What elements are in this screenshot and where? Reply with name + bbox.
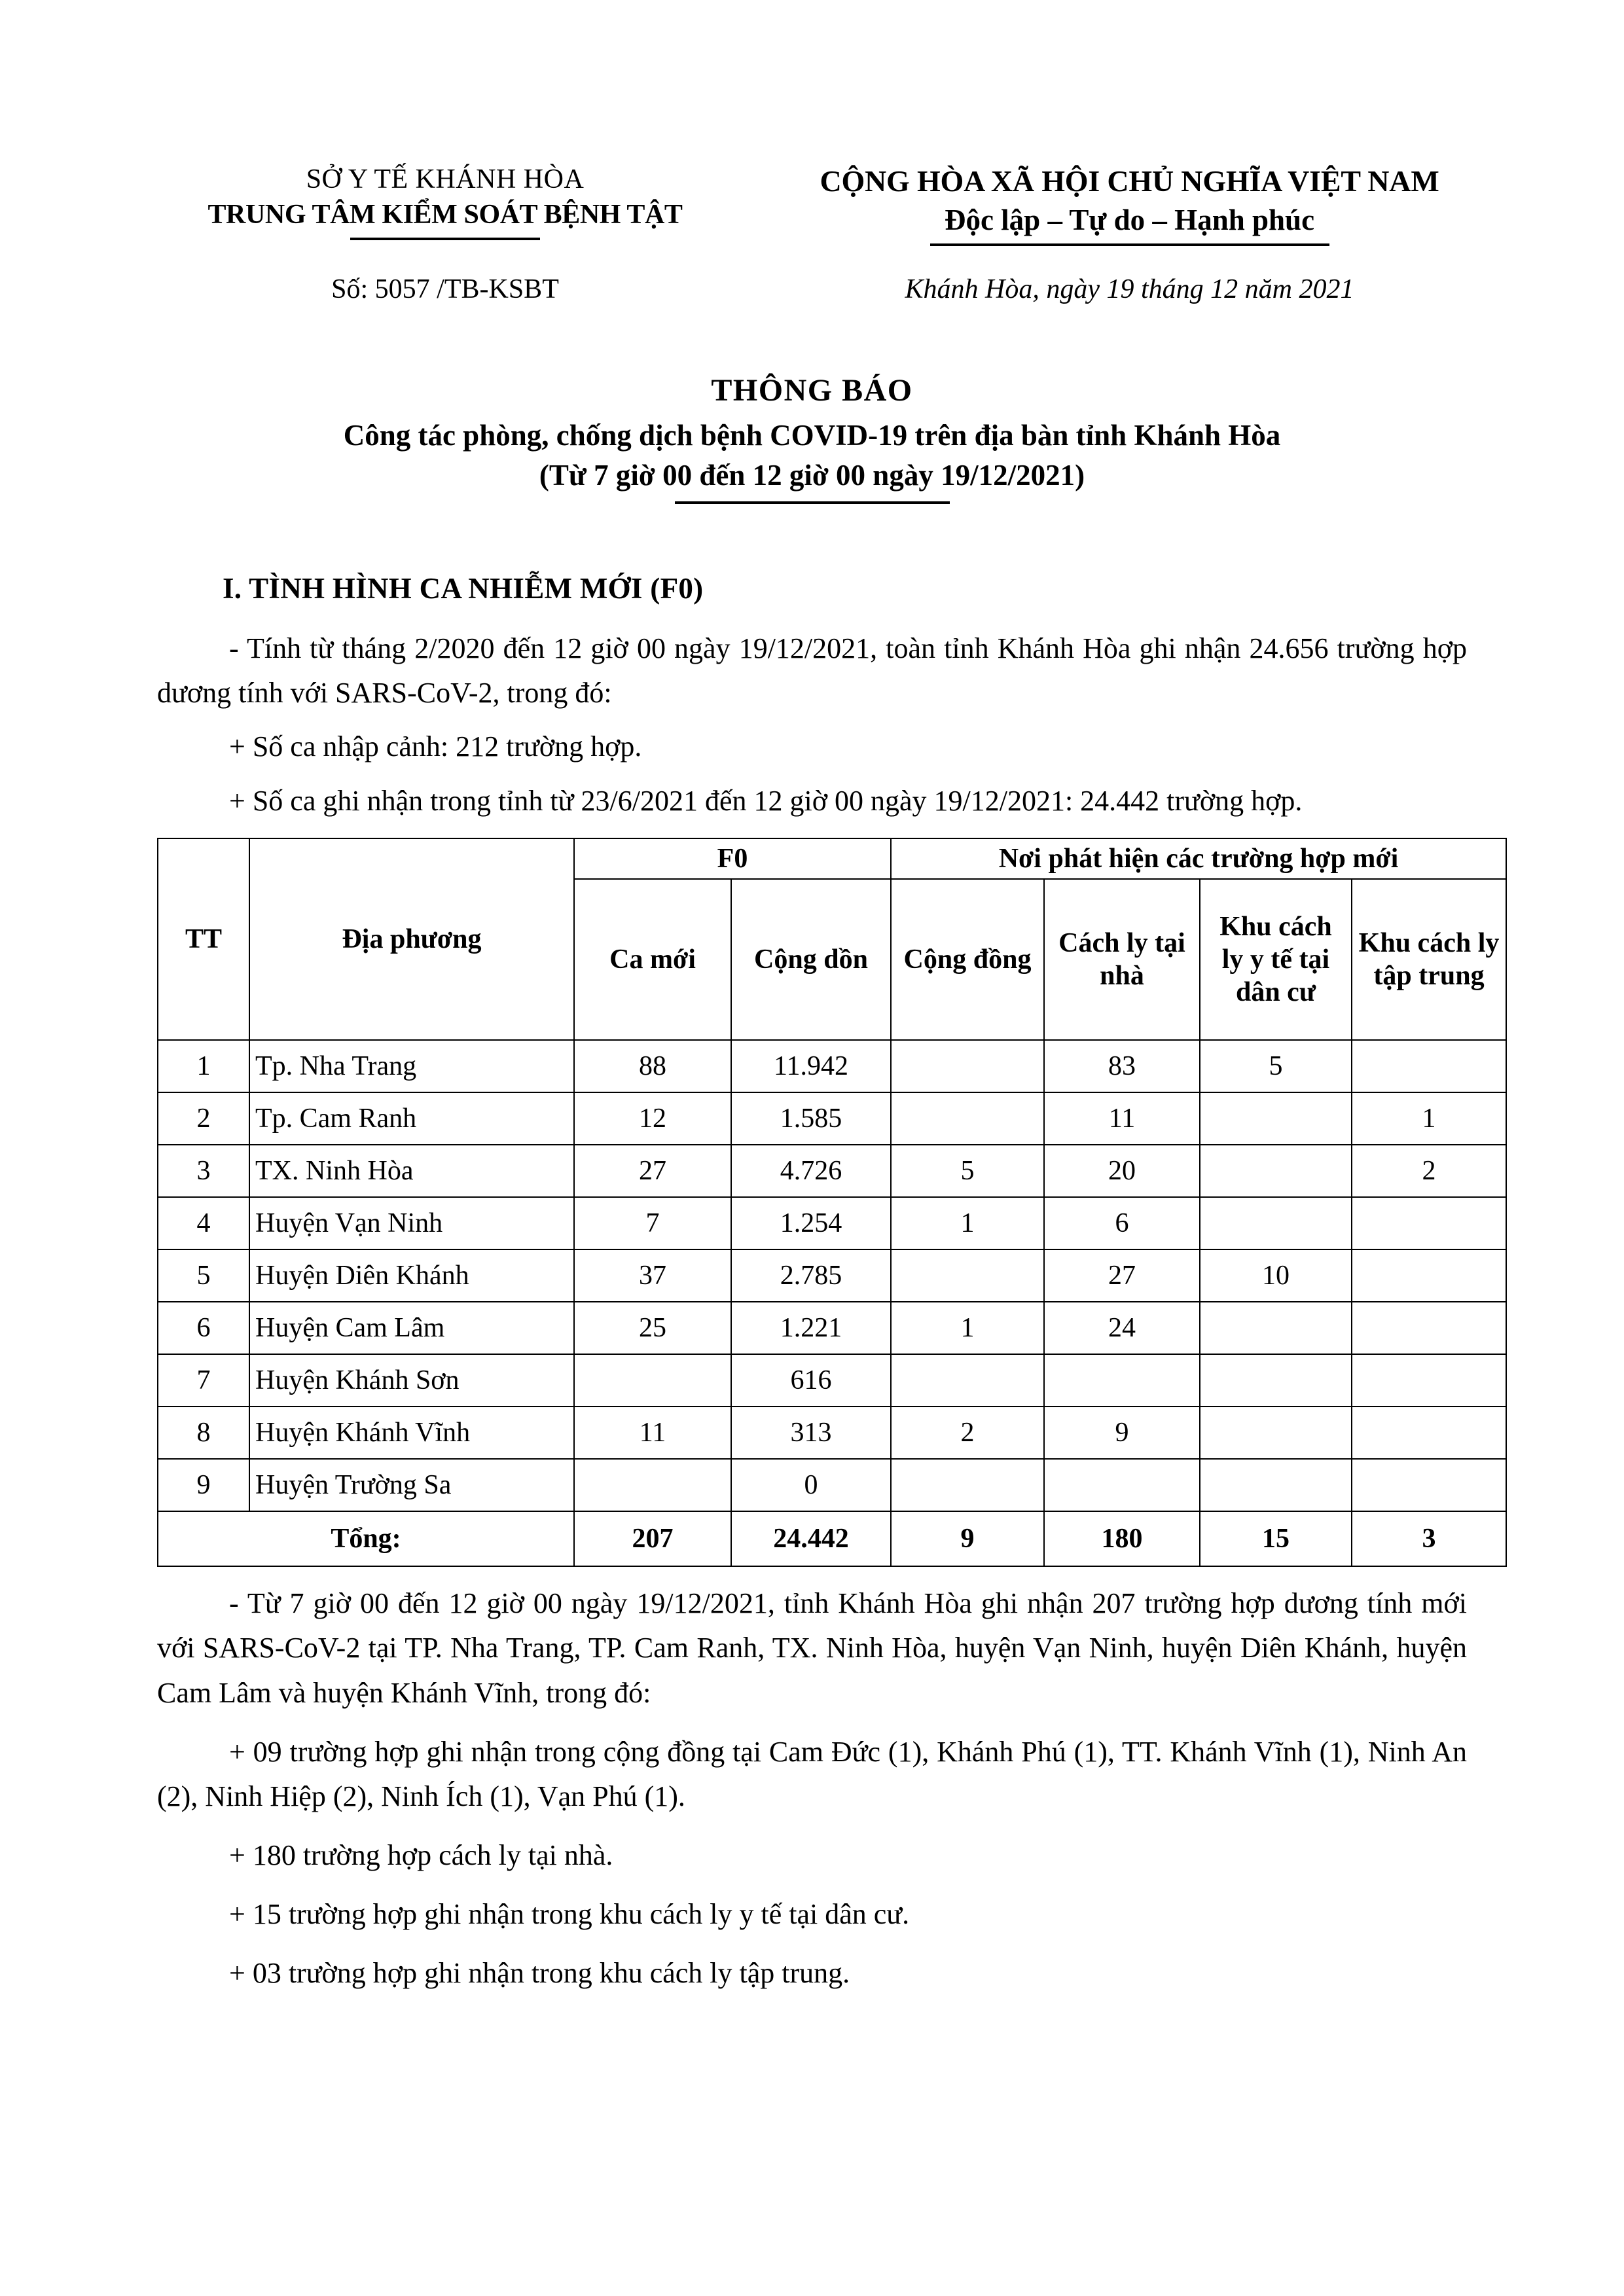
table-total-row [158,1511,1506,1566]
row-cumulative: 2.785 [731,1249,891,1302]
section1-after-bullet-home: + 180 trường hợp cách ly tại nhà. [229,1839,613,1872]
table-row [158,1197,1506,1249]
section1-paragraph-1: - Tính từ tháng 2/2020 đến 12 giờ 00 ngày 19/12/2021, toàn tỉnh Khánh Hòa ghi nhận 24.656 trường hợp dương tính với SARS-CoV-2, trong đó: [157,632,1467,709]
table-footer [158,1511,1506,1566]
row-residential-quarantine [1200,1092,1352,1145]
row-new-cases [574,1354,731,1407]
total-residential-quarantine: 15 [1200,1511,1352,1566]
row-home-quarantine: 6 [1044,1197,1200,1249]
table-header-community: Cộng đồng [891,879,1044,1040]
row-residential-quarantine [1200,1302,1352,1354]
row-residential-quarantine [1200,1407,1352,1459]
document-body [157,566,1500,1996]
row-new-cases: 25 [574,1302,731,1354]
row-index: 9 [158,1459,249,1511]
table-row [158,1092,1506,1145]
row-community [891,1092,1044,1145]
section1-after-bullet-community: + 09 trường hợp ghi nhận trong cộng đồng tại Cam Đức (1), Khánh Phú (1), TT. Khánh Vĩnh (1), Ninh An (2), Ninh Hiệp (2), Ninh Ích (1), Vạn Phú (1). [157,1735,1467,1812]
row-concentrated-quarantine [1352,1354,1506,1407]
total-new-cases: 207 [574,1511,731,1566]
row-home-quarantine: 11 [1044,1092,1200,1145]
table-row [158,1459,1506,1511]
row-concentrated-quarantine [1352,1407,1506,1459]
row-concentrated-quarantine [1352,1197,1506,1249]
total-home-quarantine: 180 [1044,1511,1200,1566]
row-community: 1 [891,1302,1044,1354]
total-concentrated-quarantine: 3 [1352,1511,1506,1566]
row-home-quarantine: 83 [1044,1040,1200,1092]
table-row [158,1249,1506,1302]
total-community: 9 [891,1511,1044,1566]
row-community: 2 [891,1407,1044,1459]
row-new-cases: 7 [574,1197,731,1249]
row-home-quarantine: 27 [1044,1249,1200,1302]
row-concentrated-quarantine [1352,1249,1506,1302]
row-cumulative: 313 [731,1407,891,1459]
table-header-tt: TT [158,838,249,1040]
table-header-group-f0: F0 [574,838,891,879]
row-cumulative: 11.942 [731,1040,891,1092]
country-name: CỘNG HÒA XÃ HỘI CHỦ NGHĨA VIỆT NAM [820,164,1439,198]
national-heading [733,162,1624,246]
document-meta-row [0,274,1624,305]
national-motto: Độc lập – Tự do – Hạnh phúc [944,203,1315,236]
row-new-cases: 88 [574,1040,731,1092]
document-time-range: (Từ 7 giờ 00 đến 12 giờ 00 ngày 19/12/2021) [539,458,1085,492]
row-index: 5 [158,1249,249,1302]
table-header-cumulative: Cộng dồn [731,879,891,1040]
table-header-new-cases: Ca mới [574,879,731,1040]
row-community [891,1459,1044,1511]
section1-after-bullet-concentrated: + 03 trường hợp ghi nhận trong khu cách ly tập trung. [229,1957,850,1990]
row-place: Huyện Vạn Ninh [249,1197,574,1249]
section1-bullet-local-cases: + Số ca ghi nhận trong tỉnh từ 23/6/2021 đến 12 giờ 00 ngày 19/12/2021: 24.442 trường hợp. [229,784,1303,817]
table-header-place: Địa phương [249,838,574,1040]
row-new-cases: 27 [574,1145,731,1197]
table-row [158,1040,1506,1092]
place-and-date: Khánh Hòa, ngày 19 tháng 12 năm 2021 [905,274,1354,305]
row-place: Huyện Khánh Vĩnh [249,1407,574,1459]
title-divider [675,501,950,504]
letterhead-right-divider [930,243,1329,246]
provincial-health-department-name: SỞ Y TẾ KHÁNH HÒA [306,164,585,194]
covid-statistics-table [157,838,1507,1567]
row-concentrated-quarantine: 1 [1352,1092,1506,1145]
row-index: 3 [158,1145,249,1197]
row-concentrated-quarantine [1352,1302,1506,1354]
document-number: Số: 5057 /TB-KSBT [331,274,559,305]
table-header-home-quarantine: Cách ly tại nhà [1044,879,1200,1040]
section-heading-new-cases: I. TÌNH HÌNH CA NHIỄM MỚI (F0) [223,572,704,605]
section1-paragraph-2: - Từ 7 giờ 00 đến 12 giờ 00 ngày 19/12/2021, tỉnh Khánh Hòa ghi nhận 207 trường hợp dương tính mới với SARS-CoV-2 tại TP. Nha Trang, TP. Cam Ranh, TX. Ninh Hòa, huyện Vạn Ninh, huyện Diên Khánh, huyện Cam Lâm và huyện Khánh Vĩnh, trong đó: [157,1587,1467,1709]
letterhead [0,0,1624,246]
row-index: 6 [158,1302,249,1354]
row-index: 2 [158,1092,249,1145]
row-home-quarantine [1044,1459,1200,1511]
section1-bullet-imported-cases: + Số ca nhập cảnh: 212 trường hợp. [229,730,642,763]
row-new-cases: 37 [574,1249,731,1302]
row-cumulative: 4.726 [731,1145,891,1197]
row-community [891,1249,1044,1302]
table-header-residential-medical-quarantine: Khu cách ly y tế tại dân cư [1200,879,1352,1040]
row-place: Huyện Khánh Sơn [249,1354,574,1407]
row-community [891,1354,1044,1407]
table-row [158,1145,1506,1197]
row-residential-quarantine [1200,1197,1352,1249]
table-row [158,1407,1506,1459]
row-concentrated-quarantine [1352,1040,1506,1092]
row-index: 8 [158,1407,249,1459]
row-residential-quarantine [1200,1354,1352,1407]
row-concentrated-quarantine: 2 [1352,1145,1506,1197]
document-subtitle: Công tác phòng, chống dịch bệnh COVID-19 trên địa bàn tỉnh Khánh Hòa [343,418,1281,452]
row-index: 1 [158,1040,249,1092]
row-community: 1 [891,1197,1044,1249]
row-community: 5 [891,1145,1044,1197]
row-residential-quarantine [1200,1145,1352,1197]
row-new-cases [574,1459,731,1511]
title-block [0,370,1624,504]
row-home-quarantine: 9 [1044,1407,1200,1459]
row-cumulative: 1.254 [731,1197,891,1249]
section1-after-bullet-residential: + 15 trường hợp ghi nhận trong khu cách ly y tế tại dân cư. [229,1898,910,1931]
row-place: Huyện Diên Khánh [249,1249,574,1302]
table-body [158,1040,1506,1511]
row-index: 7 [158,1354,249,1407]
row-concentrated-quarantine [1352,1459,1506,1511]
row-residential-quarantine [1200,1459,1352,1511]
table-row [158,1302,1506,1354]
row-community [891,1040,1044,1092]
table-header-group-row [158,838,1506,879]
row-place: Huyện Cam Lâm [249,1302,574,1354]
table-row [158,1354,1506,1407]
row-residential-quarantine: 10 [1200,1249,1352,1302]
total-label: Tổng: [158,1511,574,1566]
table-header [158,838,1506,1040]
row-new-cases: 11 [574,1407,731,1459]
row-place: Tp. Cam Ranh [249,1092,574,1145]
row-place: TX. Ninh Hòa [249,1145,574,1197]
row-cumulative: 1.221 [731,1302,891,1354]
row-cumulative: 1.585 [731,1092,891,1145]
row-cumulative: 616 [731,1354,891,1407]
row-place: Tp. Nha Trang [249,1040,574,1092]
row-home-quarantine: 20 [1044,1145,1200,1197]
row-new-cases: 12 [574,1092,731,1145]
cdc-center-name: TRUNG TÂM KIỂM SOÁT BỆNH TẬT [208,199,683,230]
row-place: Huyện Trường Sa [249,1459,574,1511]
table-header-concentrated-quarantine: Khu cách ly tập trung [1352,879,1506,1040]
row-residential-quarantine: 5 [1200,1040,1352,1092]
row-cumulative: 0 [731,1459,891,1511]
row-index: 4 [158,1197,249,1249]
row-home-quarantine [1044,1354,1200,1407]
total-cumulative: 24.442 [731,1511,891,1566]
page-title: THÔNG BÁO [711,373,913,408]
table-header-group-location: Nơi phát hiện các trường hợp mới [891,838,1506,879]
row-home-quarantine: 24 [1044,1302,1200,1354]
letterhead-left-divider [350,238,540,240]
issuing-organization [157,162,733,240]
